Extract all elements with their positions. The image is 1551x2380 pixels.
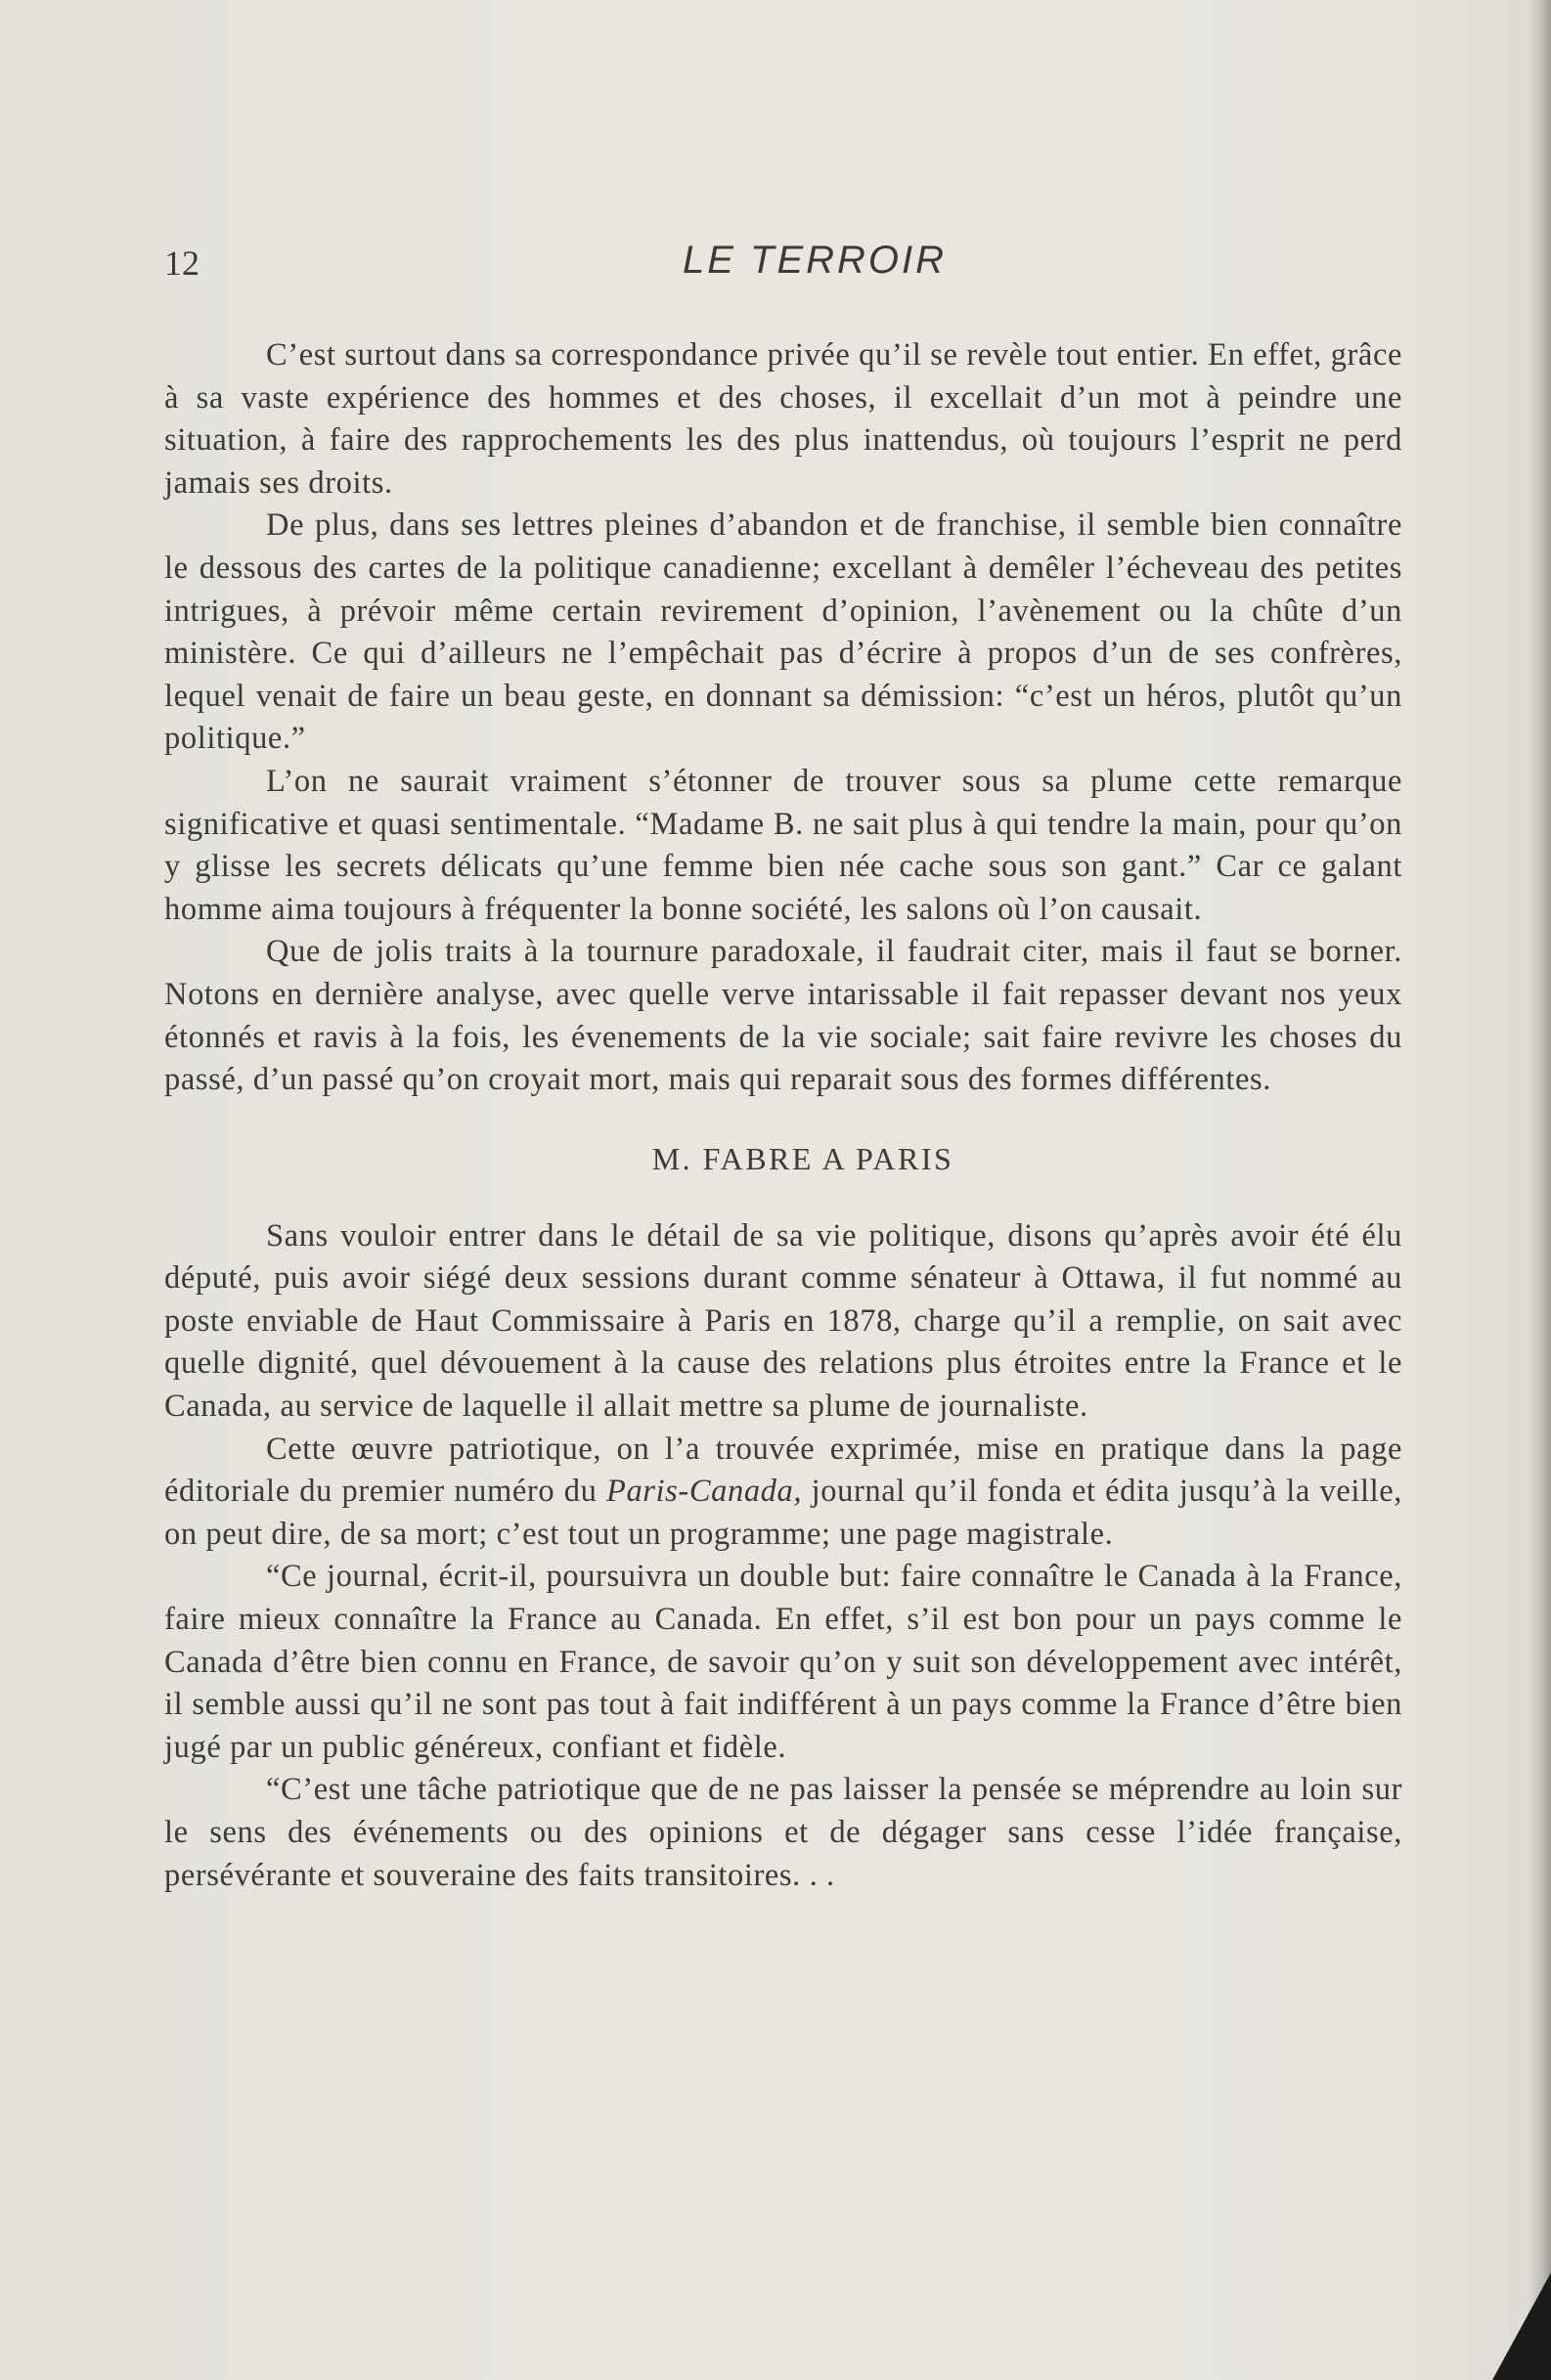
- paragraph: Sans vouloir entrer dans le détail de sa vie politique, disons qu’après avoir été élu député, puis avoir siégé deux sessions durant comme sénateur à Ottawa, il fut nommé au poste enviable de Haut Commissaire à Paris en 1878, charge qu’il a remplie, on sait avec quelle dignité, quel dévouement à la cause des relations plus étroites entre la France et le Canada, au service de laquelle il allait mettre sa plume de journaliste.: [164, 1217, 1402, 1425]
- spine-shadow: [1528, 0, 1551, 2380]
- paragraph: L’on ne saurait vraiment s’étonner de trouver sous sa plume cette remarque significative et quasi sentimentale. “Madame B. ne sait plus à qui tendre la main, pour qu’on y glisse les secrets délicats qu’une femme bien née cache sous son gant.” Car ce galant homme aima toujours à fréquenter la bonne société, les salons où l’on causait.: [164, 763, 1402, 927]
- page-header: [164, 239, 1406, 297]
- paragraph: Que de jolis traits à la tournure paradoxale, il faudrait citer, mais il faut se borner. Notons en dernière analyse, avec quelle verve intarissable il fait repasser devant nos yeux étonnés et ravis à la fois, les évenements de la vie sociale; sait faire revivre les choses du passé, d’un passé qu’on croyait mort, mais qui reparait sous des formes différentes.: [164, 934, 1402, 1098]
- paragraph: “C’est une tâche patriotique que de ne pas laisser la pensée se méprendre au loin sur le sens des événements ou des opinions et de dégager sans cesse l’idée française, persévérante et souveraine des faits transitoires. . .: [164, 1772, 1402, 1893]
- corner-mark: [1492, 2272, 1551, 2380]
- paragraph: [164, 1429, 1402, 1557]
- journal-title: Paris-Canada,: [606, 1474, 803, 1510]
- paragraph: De plus, dans ses lettres pleines d’abandon et de franchise, il semble bien connaître le dessous des cartes de la politique canadienne; excellant à demêler l’écheveau des petites intrigues, à prévoir même certain revirement d’opinion, l’avènement ou la chûte d’un ministère. Ce qui d’ailleurs ne l’empêchait pas d’écrire à propos d’un de ses confrères, lequel venait de faire un beau geste, en donnant sa démission: “c’est un héros, plutôt qu’un politique.”: [164, 507, 1402, 757]
- running-title: LE TERROIR: [682, 239, 948, 282]
- body-text: [164, 334, 1402, 1897]
- paragraph: C’est surtout dans sa correspondance privée qu’il se revèle tout entier. En effet, grâce à sa vaste expérience des hommes et des choses, il excellait d’un mot à peindre une situation, à faire des rapprochements les des plus inattendus, où toujours l’esprit ne perd jamais ses droits.: [164, 337, 1402, 501]
- paragraph-text: journal qu’il fonda et édita jusqu’à la veille, on peut dire, de sa mort; c’est tout un programme; une page magistrale.: [164, 1474, 1402, 1552]
- page-number: 12: [164, 243, 199, 283]
- section-title: M. FABRE A PARIS: [651, 1140, 954, 1176]
- paragraph-text: Cette œuvre patriotique, on l’a trouvée exprimée, mise en pratique dans la page éditoriale du premier numéro du: [164, 1431, 1402, 1510]
- paragraph: “Ce journal, écrit-il, poursuivra un double but: faire connaître le Canada à la France, faire mieux connaître la France au Canada. En effet, s’il est bon pour un pays comme le Canada d’être bien connu en France, de savoir qu’on y suit son développement avec intérêt, il semble aussi qu’il ne sont pas tout à fait indifférent à un pays comme la France d’être bien jugé par un public généreux, confiant et fidèle.: [164, 1559, 1402, 1765]
